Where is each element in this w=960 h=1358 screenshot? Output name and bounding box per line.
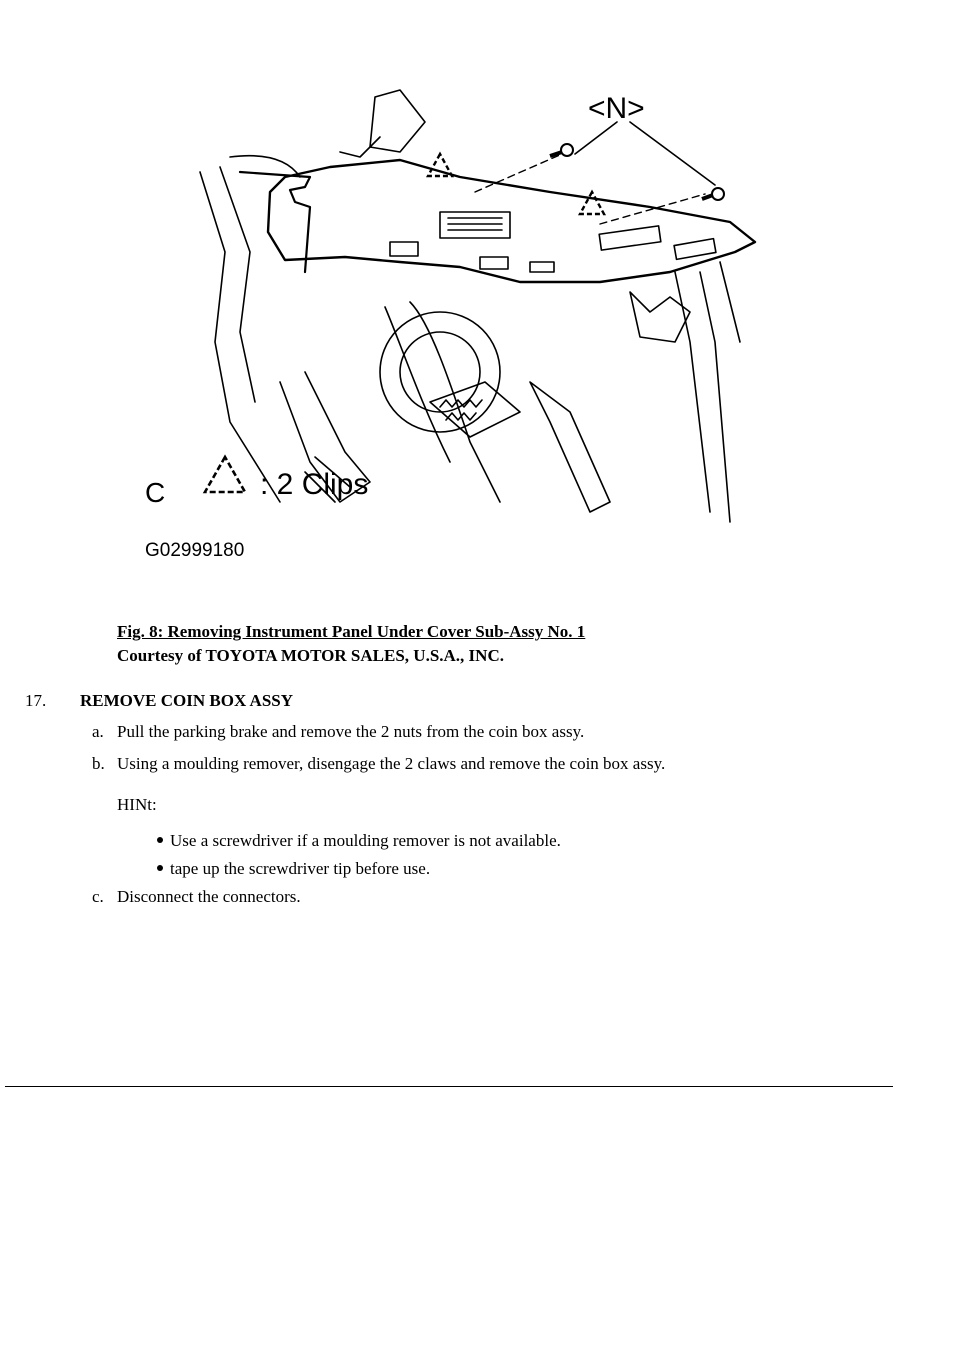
bullet-icon <box>157 837 163 843</box>
substep-text: Pull the parking brake and remove the 2 nuts from the coin box assy. <box>117 722 585 741</box>
step-number: 17. <box>25 691 47 710</box>
substep-label: a. <box>92 722 104 741</box>
footer-divider <box>5 1086 893 1087</box>
hint-text: Use a screwdriver if a moulding remover is not available. <box>170 831 561 850</box>
figure-code: G02999180 <box>145 540 245 561</box>
legend-text: : 2 Clips <box>260 468 369 501</box>
figure-courtesy: Courtesy of TOYOTA MOTOR SALES, U.S.A., INC. <box>117 646 504 665</box>
hint-item <box>157 858 430 880</box>
substep-label: c. <box>92 887 104 906</box>
bullet-icon <box>157 865 163 871</box>
under-cover-diagram <box>130 82 770 572</box>
figure-title-link[interactable]: Fig. 8: Removing Instrument Panel Under Cover Sub-Assy No. 1 <box>117 622 586 641</box>
legend-clip-icon <box>205 457 245 492</box>
hint-text: tape up the screwdriver tip before use. <box>170 859 431 878</box>
substep-label: b. <box>92 754 105 773</box>
under-cover-panel <box>268 160 755 282</box>
hint-label: HINt: <box>117 795 157 814</box>
nut-label: <N> <box>588 92 645 125</box>
legend-letter: C <box>145 477 166 508</box>
diagram-figure <box>130 82 770 572</box>
clip-triangle-icon <box>428 154 604 214</box>
vent-flap <box>370 90 425 152</box>
step-title: REMOVE COIN BOX ASSY <box>80 691 294 710</box>
substep-text: Disconnect the connectors. <box>117 887 301 906</box>
substep-text: Using a moulding remover, disengage the 2 claws and remove the coin box assy. <box>117 754 666 773</box>
figure-caption <box>117 620 585 668</box>
hint-item <box>157 830 561 852</box>
accelerator-pedal <box>530 382 610 512</box>
